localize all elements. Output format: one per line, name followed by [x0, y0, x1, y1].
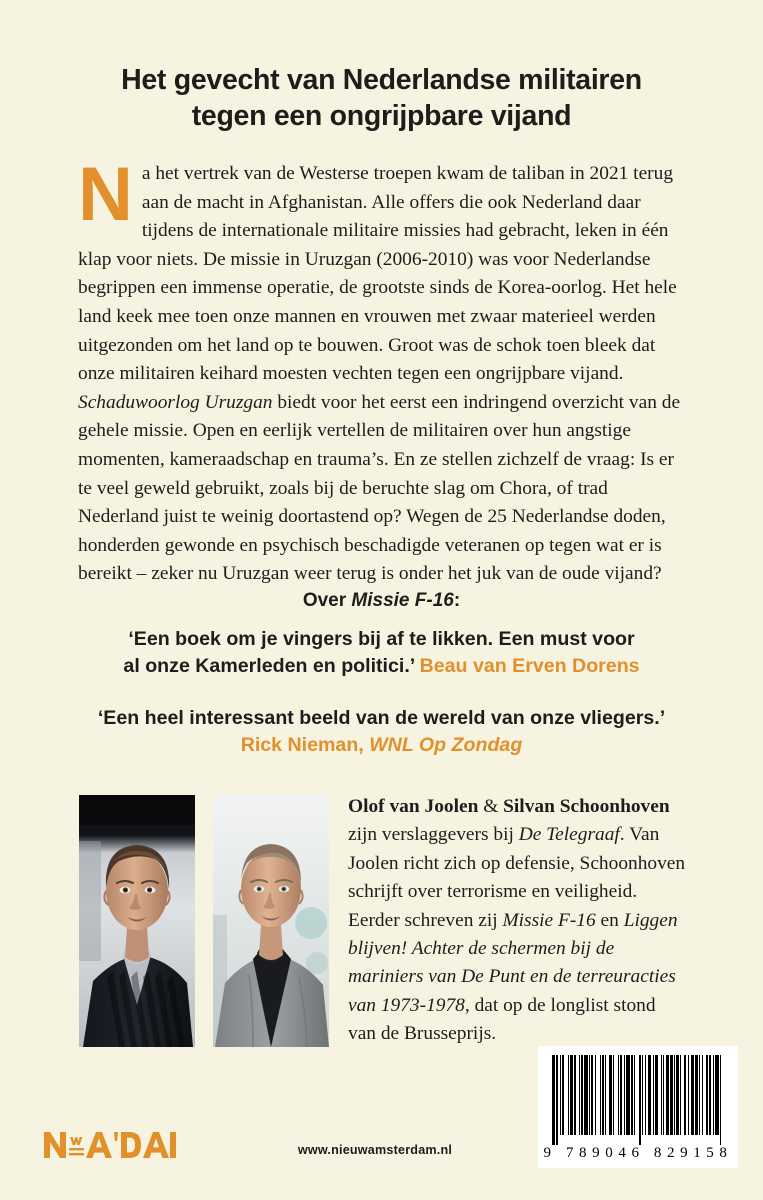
- review-quote-2: [60, 705, 703, 759]
- author-name-separator: &: [478, 796, 504, 817]
- isbn-barcode: [538, 1046, 738, 1168]
- author-name-2: Silvan Schoonhoven: [503, 796, 670, 817]
- author-photo-olof-van-joolen: [79, 795, 195, 1047]
- bio-text-1: zijn verslaggevers bij: [348, 824, 519, 846]
- review-quote-2-line-1: ‘Een heel interessant beeld van de wereld van onze vliegers.’: [97, 707, 666, 729]
- bio-text-3: en: [595, 909, 624, 931]
- isbn-number: 9 789046 829158: [543, 1145, 733, 1161]
- praise-header-suffix: :: [453, 590, 461, 611]
- blurb-paragraph-1-text: a het vertrek van de Westerse troepen kwam de taliban in 2021 terug aan de macht in Afghanistan. Alle offers die ook Nederland daar tijdens de internationale militaire missies had gebracht, leken in één klap voor niets. De missie in Uruzgan (2006-2010) was voor Nederlandse begrippen een immense operatie, de grootste sinds de Korea-oorlog. Het hele land keek mee toen onze mannen en vrouwen met zwaar materieel werden uitgezonden om het land op te bouwen. Groot was de schok toen bleek dat onze militairen keihard moesten vechten tegen een ongrijpbare vijand.: [78, 163, 677, 385]
- headline-line-1: Het gevecht van Nederlandse militairen: [121, 64, 642, 96]
- review-quote-1-line-2: al onze Kamerleden en politici.’: [123, 655, 420, 677]
- bio-italic-book-1: Missie F-16: [502, 909, 596, 931]
- praise-header-title: Missie F-16: [351, 590, 454, 611]
- review-quote-1-line-2-wrap: [60, 653, 703, 680]
- bio-text-4: , dat op de longlist stond van de Brusseprijs.: [348, 994, 656, 1045]
- review-quote-2-attribution-source: WNL Op Zondag: [369, 734, 523, 756]
- blurb-paragraph-1: [78, 152, 686, 389]
- author-portrait-2-image: [213, 795, 329, 1047]
- book-title-italic: Schaduwoorlog Uruzgan: [78, 391, 273, 413]
- author-name-1: Olof van Joolen: [348, 796, 479, 817]
- publisher-website[interactable]: www.nieuwamsterdam.nl: [297, 1143, 453, 1157]
- blurb-paragraph-2: [78, 389, 686, 589]
- drop-cap: N: [78, 152, 133, 237]
- page-title: [60, 62, 703, 134]
- nwadam-logo-icon: [44, 1124, 176, 1164]
- publisher-logo-nieuw-amsterdam[interactable]: [44, 1124, 176, 1164]
- praise-header-prefix: Over: [302, 590, 352, 611]
- blurb-text: [78, 152, 686, 589]
- headline-line-2: tegen een ongrijpbare vijand: [191, 100, 572, 132]
- barcode-space: [721, 1055, 723, 1135]
- author-bio: [348, 793, 688, 1049]
- author-photo-silvan-schoonhoven: [213, 795, 329, 1047]
- bio-italic-newspaper: De Telegraaf: [518, 824, 620, 846]
- blurb-paragraph-2-text: biedt voor het eerst een indringend overzicht van de gehele missie. Open en eerlijk vertellen de militairen over hun angstige momenten, kameraadschap en trauma’s. En ze stellen zichzelf de vraag: Is er te veel geweld gebruikt, zoals bij de beruchte slag om Chora, of trad Nederland juist te weinig doortastend op? Wegen de 25 Nederlandse doden, honderden gewonde en psychisch beschadigde veteranen op tegen wat er is bereikt – zeker nu Uruzgan weer terug is onder het juk van de oude vijand?: [78, 391, 681, 585]
- review-quote-2-attribution: Rick Nieman,: [240, 734, 370, 756]
- author-portrait-1-image: [79, 795, 195, 1047]
- praise-header: [60, 589, 703, 613]
- barcode-bars: [552, 1055, 724, 1143]
- review-quote-1-attribution: Beau van Erven Dorens: [419, 655, 640, 677]
- bio-text-2: . Van Joolen richt zich op defensie, Schoonhoven schrijft over terrorisme en veiligheid. Eerder schreven zij: [348, 824, 686, 931]
- bio-italic-book-2: Liggen blijven! Achter de schermen bij de mariniers van De Punt en de terreuracties van 1973-1978: [348, 909, 678, 1016]
- review-quote-1-line-1: ‘Een boek om je vingers bij af te likken. Een must voor: [128, 628, 635, 650]
- review-quote-2-attribution-wrap: [60, 732, 703, 759]
- review-quote-1: [60, 626, 703, 680]
